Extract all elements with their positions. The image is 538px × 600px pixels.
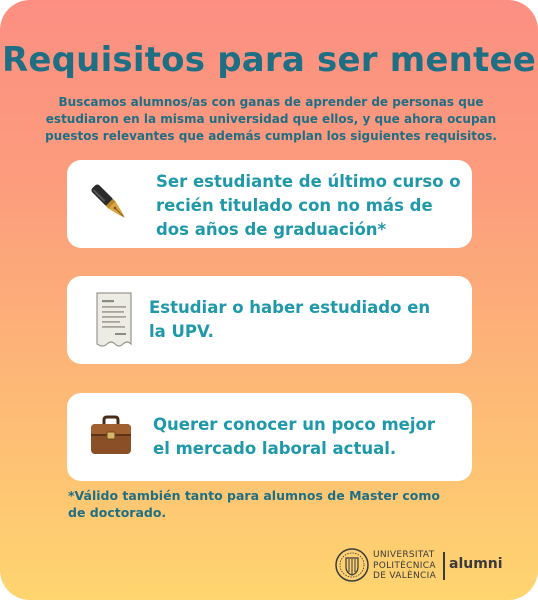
document-icon [91,290,137,354]
page-title: Requisitos para ser mentee [1,40,536,80]
footnote: *Válido también tanto para alumnos de Master como de doctorado. [68,488,440,520]
intro-text: Buscamos alumnos/as con ganas de aprender de personas que estudiaron en la misma universidad que ellos, y que ahora ocupan puestos relevantes que además cumplan los siguientes requisitos. [45,95,497,143]
alumni-wordmark: alumni [449,556,503,572]
requirement-text: Ser estudiante de último curso o recién titulado con no más de dos años de graduación* [156,172,461,239]
requirement-card-2 [67,276,472,364]
requirement-text: Estudiar o haber estudiado en la UPV. [149,298,431,341]
requirement-text: Querer conocer un poco mejor el mercado laboral actual. [153,415,435,458]
logo-divider [443,552,445,580]
university-seal-icon [335,548,369,586]
requirement-card-3 [67,393,472,481]
briefcase-icon [89,414,133,462]
fountain-pen-icon [87,180,133,230]
university-name: UNIVERSITAT POLITÈCNICA DE VALÈNCIA [373,550,437,581]
requirement-card-1 [67,160,472,248]
upv-alumni-logo [335,548,505,584]
